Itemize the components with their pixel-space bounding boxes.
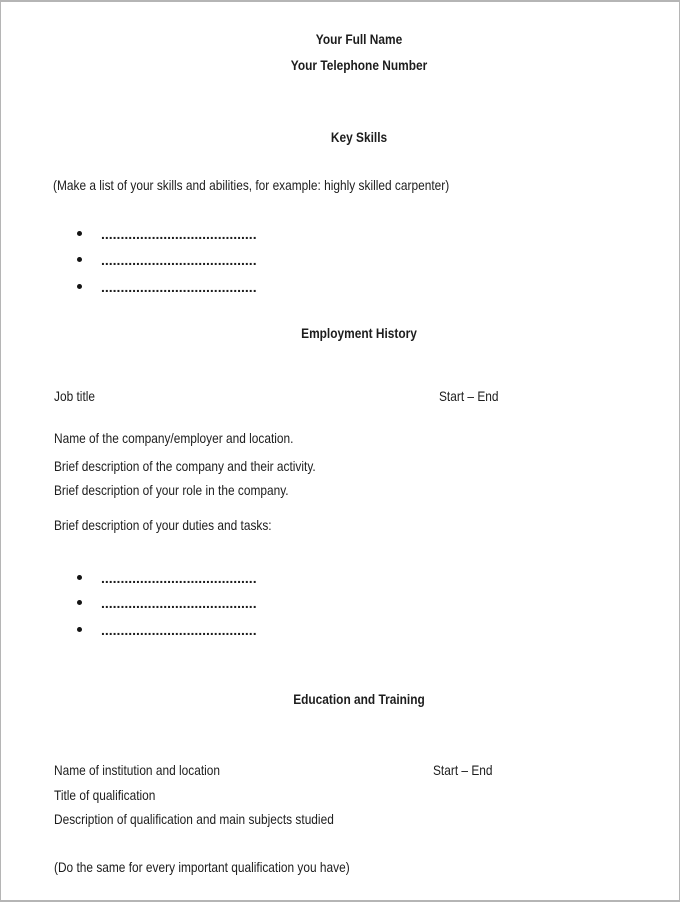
key-skills-title: Key Skills [330,129,388,145]
bullet-icon [77,257,82,262]
education-date-range: Start – End [433,762,493,778]
bullet-icon [77,600,82,605]
bullet-icon [77,627,82,632]
dotted-placeholder: ........................................ [101,622,257,638]
duties-label: Brief description of your duties and tasks: [54,517,272,533]
education-note: (Do the same for every important qualification you have) [54,859,350,875]
bullet-icon [77,231,82,236]
dotted-placeholder: ........................................ [101,226,257,242]
key-skills-hint: (Make a list of your skills and abilities, for example: highly skilled carpenter) [53,177,450,193]
role-line: Brief description of your role in the company. [54,482,289,498]
dotted-placeholder: ........................................ [101,570,257,586]
institution-label: Name of institution and location [54,762,221,778]
telephone-heading: Your Telephone Number [290,57,428,73]
employment-history-title: Employment History [301,325,417,341]
dotted-placeholder: ........................................ [101,252,257,268]
full-name-heading: Your Full Name [315,31,403,47]
activity-line: Brief description of the company and their activity. [54,458,316,474]
employment-date-range: Start – End [439,388,499,404]
qualification-desc-line: Description of qualification and main subjects studied [54,811,334,827]
dotted-placeholder: ........................................ [101,279,257,295]
education-training-title: Education and Training [293,691,425,707]
company-line: Name of the company/employer and location. [54,430,294,446]
qualification-title-line: Title of qualification [54,787,156,803]
bullet-icon [77,575,82,580]
bullet-icon [77,284,82,289]
job-title-label: Job title [54,388,96,404]
dotted-placeholder: ........................................ [101,595,257,611]
